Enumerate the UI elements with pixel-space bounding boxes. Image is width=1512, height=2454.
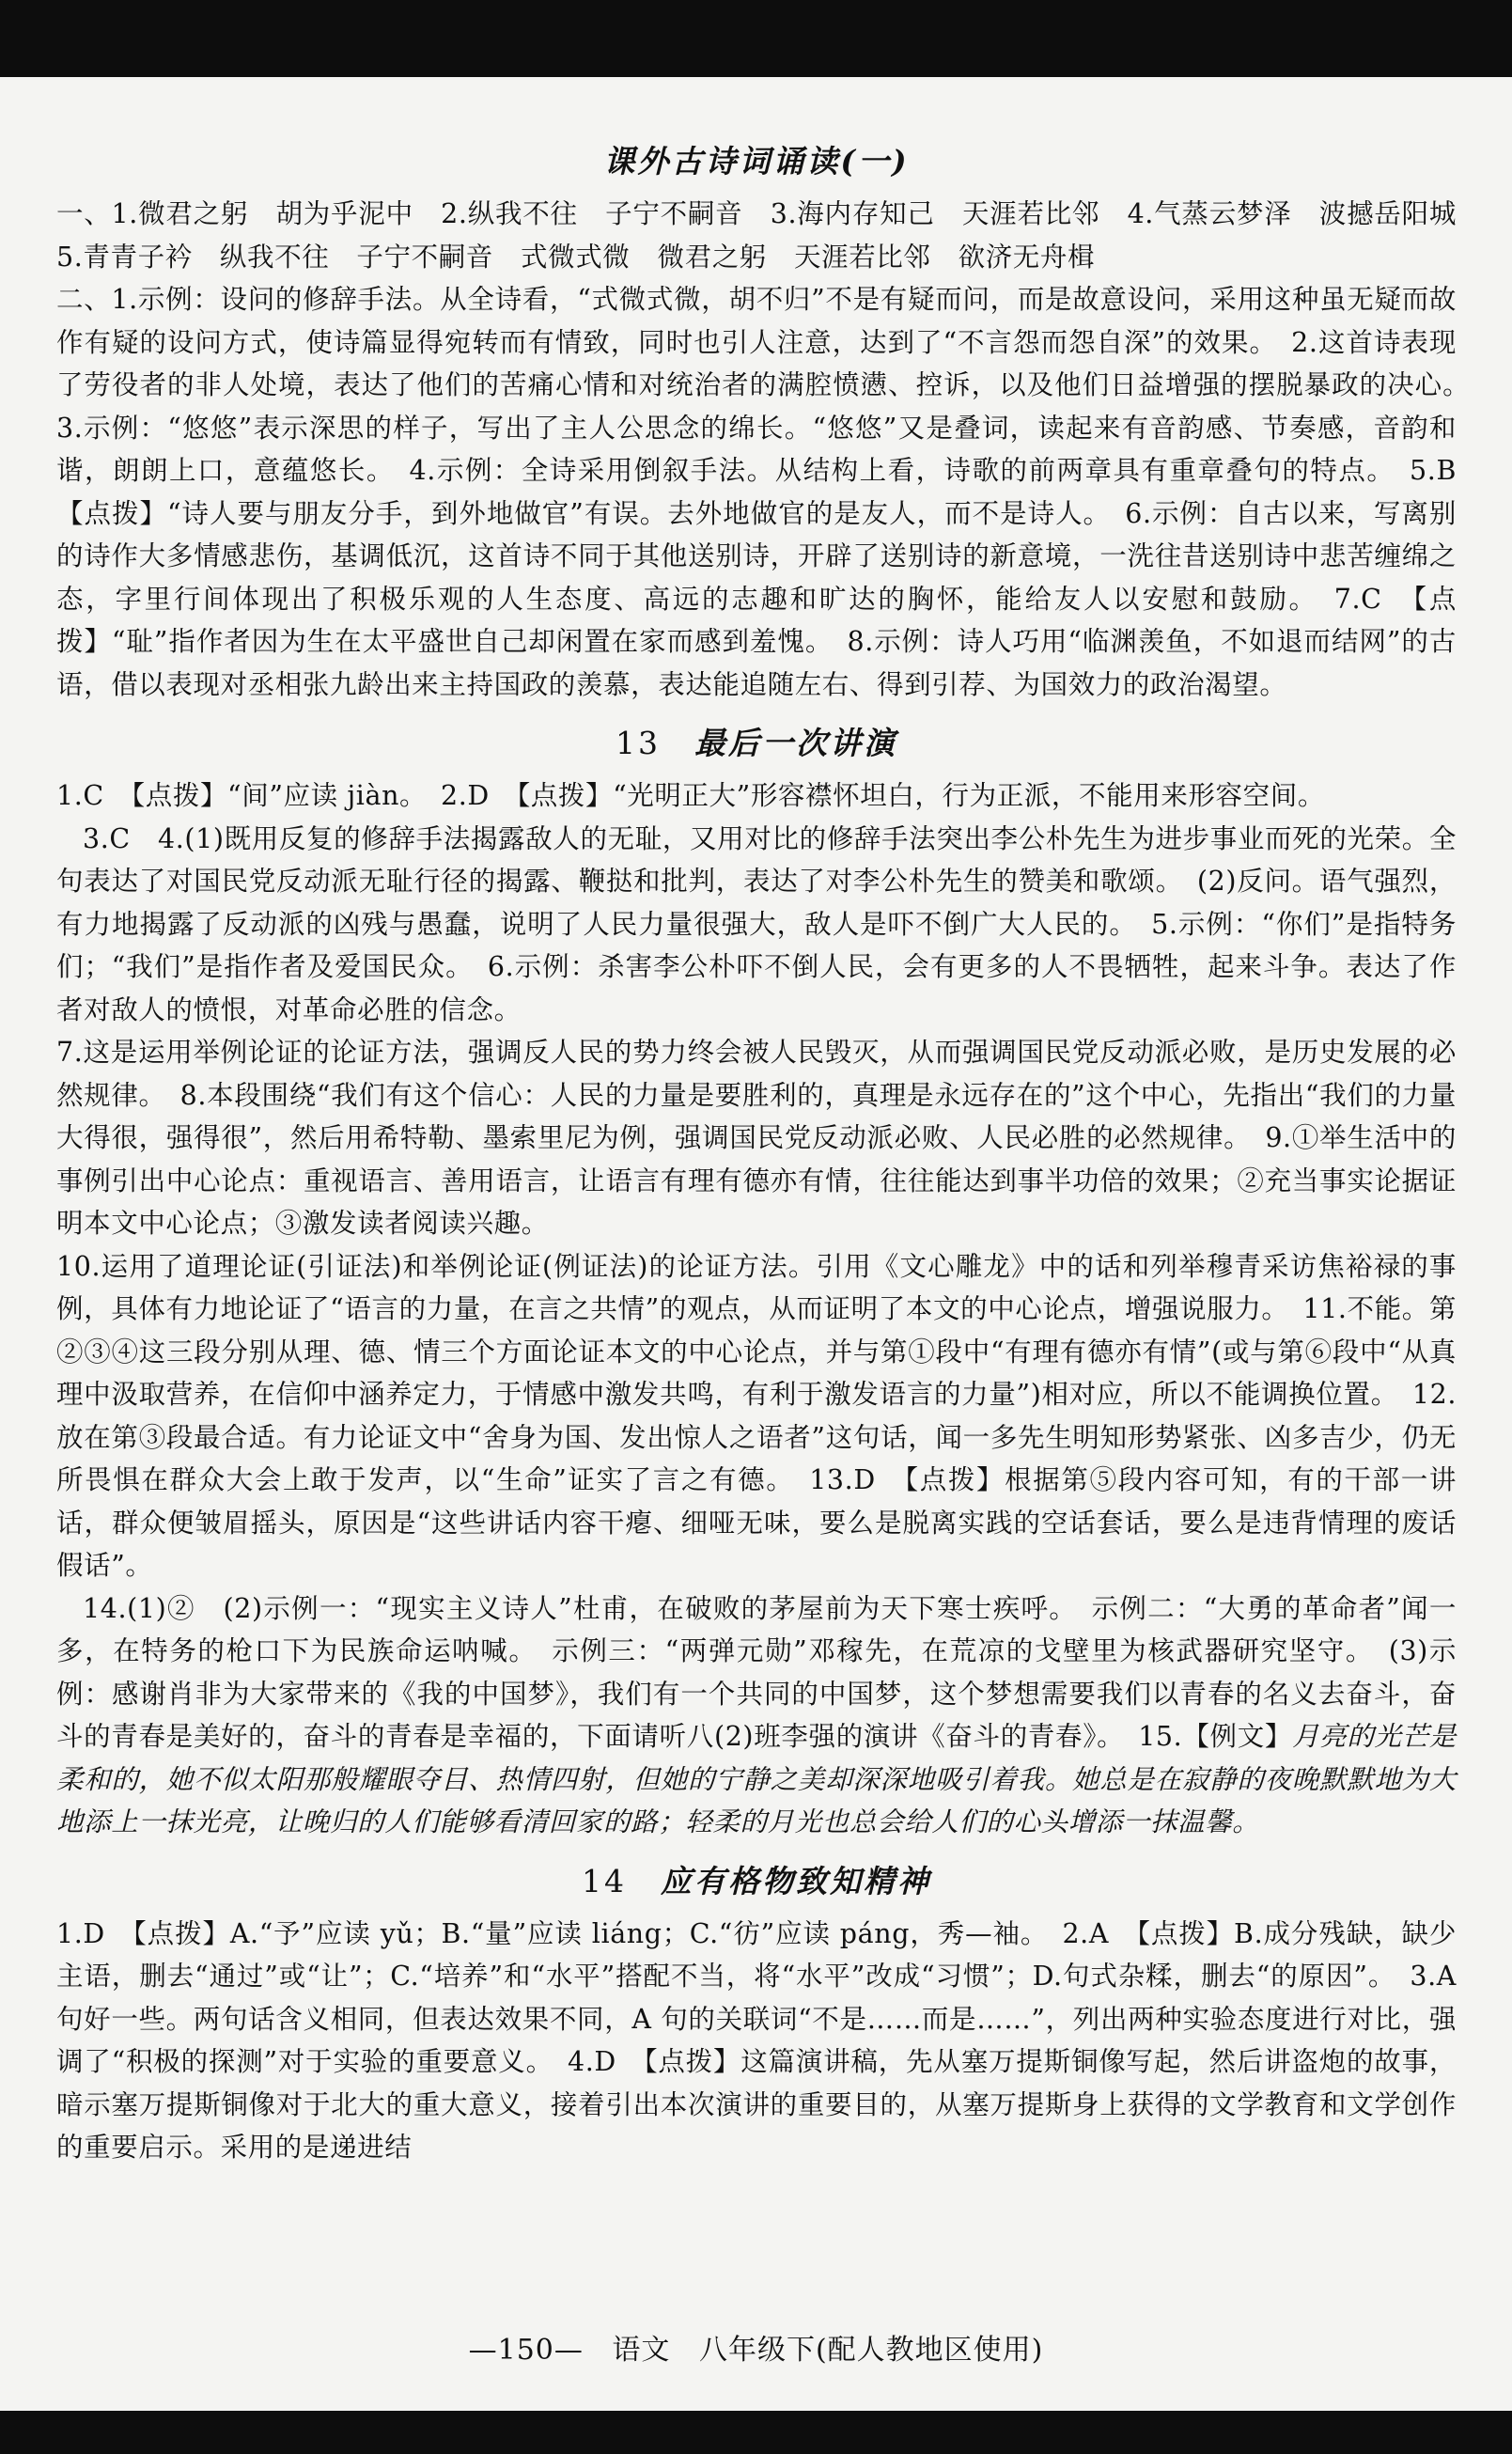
- section-title-14: [56, 1857, 1457, 1901]
- section-title-13: [56, 719, 1457, 763]
- lesson13-answers-2: 3.C 4.(1)既用反复的修辞手法揭露敌人的无耻，又用对比的修辞手法突出李公朴先生为进步事业而死的光荣。全句表达了对国民党反动派无耻行径的揭露、鞭挞和批判，表达了对李公朴先生的赞美和歌颂。 (2)反问。语气强烈，有力地揭露了反动派的凶残与愚蠢，说明了人民力量很强大，敌人是吓不倒广大人民的。 5.示例：“你们”是指特务们；“我们”是指作者及爱国民众。 6.示例：杀害李公朴吓不倒人民，会有更多的人不畏牺牲，起来斗争。表达了作者对敌人的愤恨，对革命必胜的信念。: [56, 822, 1457, 1025]
- lesson-number: 13: [616, 725, 661, 761]
- lesson13-answers-5-text: 14.(1)② (2)示例一：“现实主义诗人”杜甫，在破败的茅屋前为天下寒士疾呼。 示例二：“大勇的革命者”闻一多，在特务的枪口下为民族命运呐喊。 示例三：“两弹元勋”邓稼先，在荒凉的戈壁里为核武器研究坚守。 (3)示例：感谢肖非为大家带来的《我的中国梦》，我们有一个共同的中国梦，这个梦想需要我们以青春的名义去奋斗，奋斗的青春是美好的，奋斗的青春是幸福的，下面请听八(2)班李强的演讲《奋斗的青春》。 15.【例文】: [56, 1592, 1457, 1752]
- section-title-poetry: [56, 137, 1457, 181]
- lesson-number: 14: [582, 1862, 627, 1899]
- scan-top-border: [0, 0, 1512, 77]
- lesson13-answers-1: 1.C 【点拨】“间”应读 jiàn。 2.D 【点拨】“光明正大”形容襟怀坦白，行为正派，不能用来形容空间。: [56, 780, 1325, 811]
- page-footer: [0, 2326, 1512, 2368]
- lesson-title: 应有格物致知精神: [661, 1862, 931, 1899]
- page-number: —150—: [468, 2334, 584, 2367]
- grade-label: 八年级下(配人教地区使用): [698, 2334, 1044, 2367]
- poetry-part-two: 二、1.示例：设问的修辞手法。从全诗看，“式微式微，胡不归”不是有疑而问，而是故意设问，采用这种虽无疑而故作有疑的设问方式，使诗篇显得宛转而有情致，同时也引人注意，达到了“不言怨而怨自深”的效果。 2.这首诗表现了劳役者的非人处境，表达了他们的苦痛心情和对统治者的满腔愤懑、控诉，以及他们日益增强的摆脱暴政的决心。 3.示例：“悠悠”表示深思的样子，写出了主人公思念的绵长。“悠悠”又是叠词，读起来有音韵感、节奏感，音韵和谐，朗朗上口，意蕴悠长。 4.示例：全诗采用倒叙手法。从结构上看，诗歌的前两章具有重章叠句的特点。 5.B 【点拨】“诗人要与朋友分手，到外地做官”有误。去外地做官的是友人，而不是诗人。 6.示例：自古以来，写离别的诗作大多情感悲伤，基调低沉，这首诗不同于其他送别诗，开辟了送别诗的新意境，一洗往昔送别诗中悲苦缠绵之态，字里行间体现出了积极乐观的人生态度、高远的志趣和旷达的胸怀，能给友人以安慰和鼓励。 7.C 【点拨】“耻”指作者因为生在太平盛世自己却闲置在家而感到羞愧。 8.示例：诗人巧用“临渊羡鱼，不如退而结网”的古语，借以表现对丞相张九龄出来主持国政的羡慕，表达能追随左右、得到引荐、为国效力的政治渴望。: [56, 284, 1485, 700]
- scan-bottom-border: [0, 2411, 1512, 2454]
- lesson14-answers-1: 1.D 【点拨】A.“予”应读 yǔ；B.“量”应读 liáng；C.“彷”应读 páng，秀—袖。 2.A 【点拨】B.成分残缺，缺少主语，删去“通过”或“让”；C.“培养”和“水平”搭配不当，将“水平”改成“习惯”；D.句式杂糅，删去“的原因”。 3.A 句好一些。两句话含义相同，但表达效果不同，A 句的关联词“不是……而是……”，列出两种实验态度进行对比，强调了“积极的探测”对于实验的重要意义。 4.D 【点拨】这篇演讲稿，先从塞万提斯铜像写起，然后讲盗炮的故事，暗示塞万提斯铜像对于北大的重大意义，接着引出本次演讲的重要目的，从塞万提斯身上获得的文学教育和文学创作的重要启示。采用的是递进结: [56, 1917, 1457, 2163]
- poetry-part-one: 一、1.微君之躬 胡为乎泥中 2.纵我不往 子宁不嗣音 3.海内存知己 天涯若比邻 4.气蒸云梦泽 波撼岳阳城 5.青青子衿 纵我不往 子宁不嗣音 式微式微 微君之躬 天涯若比邻 欲济无舟楫: [56, 198, 1485, 273]
- example-essay: 月亮的光芒是柔和的，她不似太阳那般耀眼夺目、热情四射，但她的宁静之美却深深地吸引着我。她总是在寂静的夜晚默默地为大地添上一抹光亮，让晚归的人们能够看清回家的路；轻柔的月光也总会给人们的心头增添一抹温馨。: [56, 1721, 1457, 1837]
- lesson13-answers-3: 7.这是运用举例论证的论证方法，强调反人民的势力终会被人民毁灭，从而强调国民党反动派必败，是历史发展的必然规律。 8.本段围绕“我们有这个信心：人民的力量是要胜利的，真理是永远存在的”这个中心，先指出“我们的力量大得很，强得很”，然后用希特勒、墨索里尼为例，强调国民党反动派必败、人民必胜的必然规律。 9.①举生活中的事例引出中心论点：重视语言、善用语言，让语言有理有德亦有情，往往能达到事半功倍的效果；②充当事实论据证明本文中心论点；③激发读者阅读兴趣。: [56, 1037, 1457, 1239]
- section-title-text: 课外古诗词诵读(一): [603, 143, 910, 180]
- subject-label: 语文: [612, 2334, 671, 2367]
- answer-page: [56, 132, 1485, 2169]
- lesson13-answers-5: [56, 1587, 1457, 1844]
- lesson-title: 最后一次讲演: [694, 725, 897, 761]
- lesson13-answers-4: 10.运用了道理论证(引证法)和举例论证(例证法)的论证方法。引用《文心雕龙》中的话和列举穆青采访焦裕禄的事例，具体有力地论证了“语言的力量，在言之共情”的观点，从而证明了本文的中心论点，增强说服力。 11.不能。第②③④这三段分别从理、德、情三个方面论证本文的中心论点，并与第①段中“有理有德亦有情”(或与第⑥段中“从真理中汲取营养，在信仰中涵养定力，于情感中激发共鸣，有利于激发语言的力量”)相对应，所以不能调换位置。 12.放在第③段最合适。有力论证文中“舍身为国、发出惊人之语者”这句话，闻一多先生明知形势紧张、凶多吉少，仍无所畏惧在群众大会上敢于发声，以“生命”证实了言之有德。 13.D 【点拨】根据第⑤段内容可知，有的干部一讲话，群众便皱眉摇头，原因是“这些讲话内容干瘪、细哑无味，要么是脱离实践的空话套话，要么是违背情理的废话假话”。: [56, 1250, 1457, 1581]
